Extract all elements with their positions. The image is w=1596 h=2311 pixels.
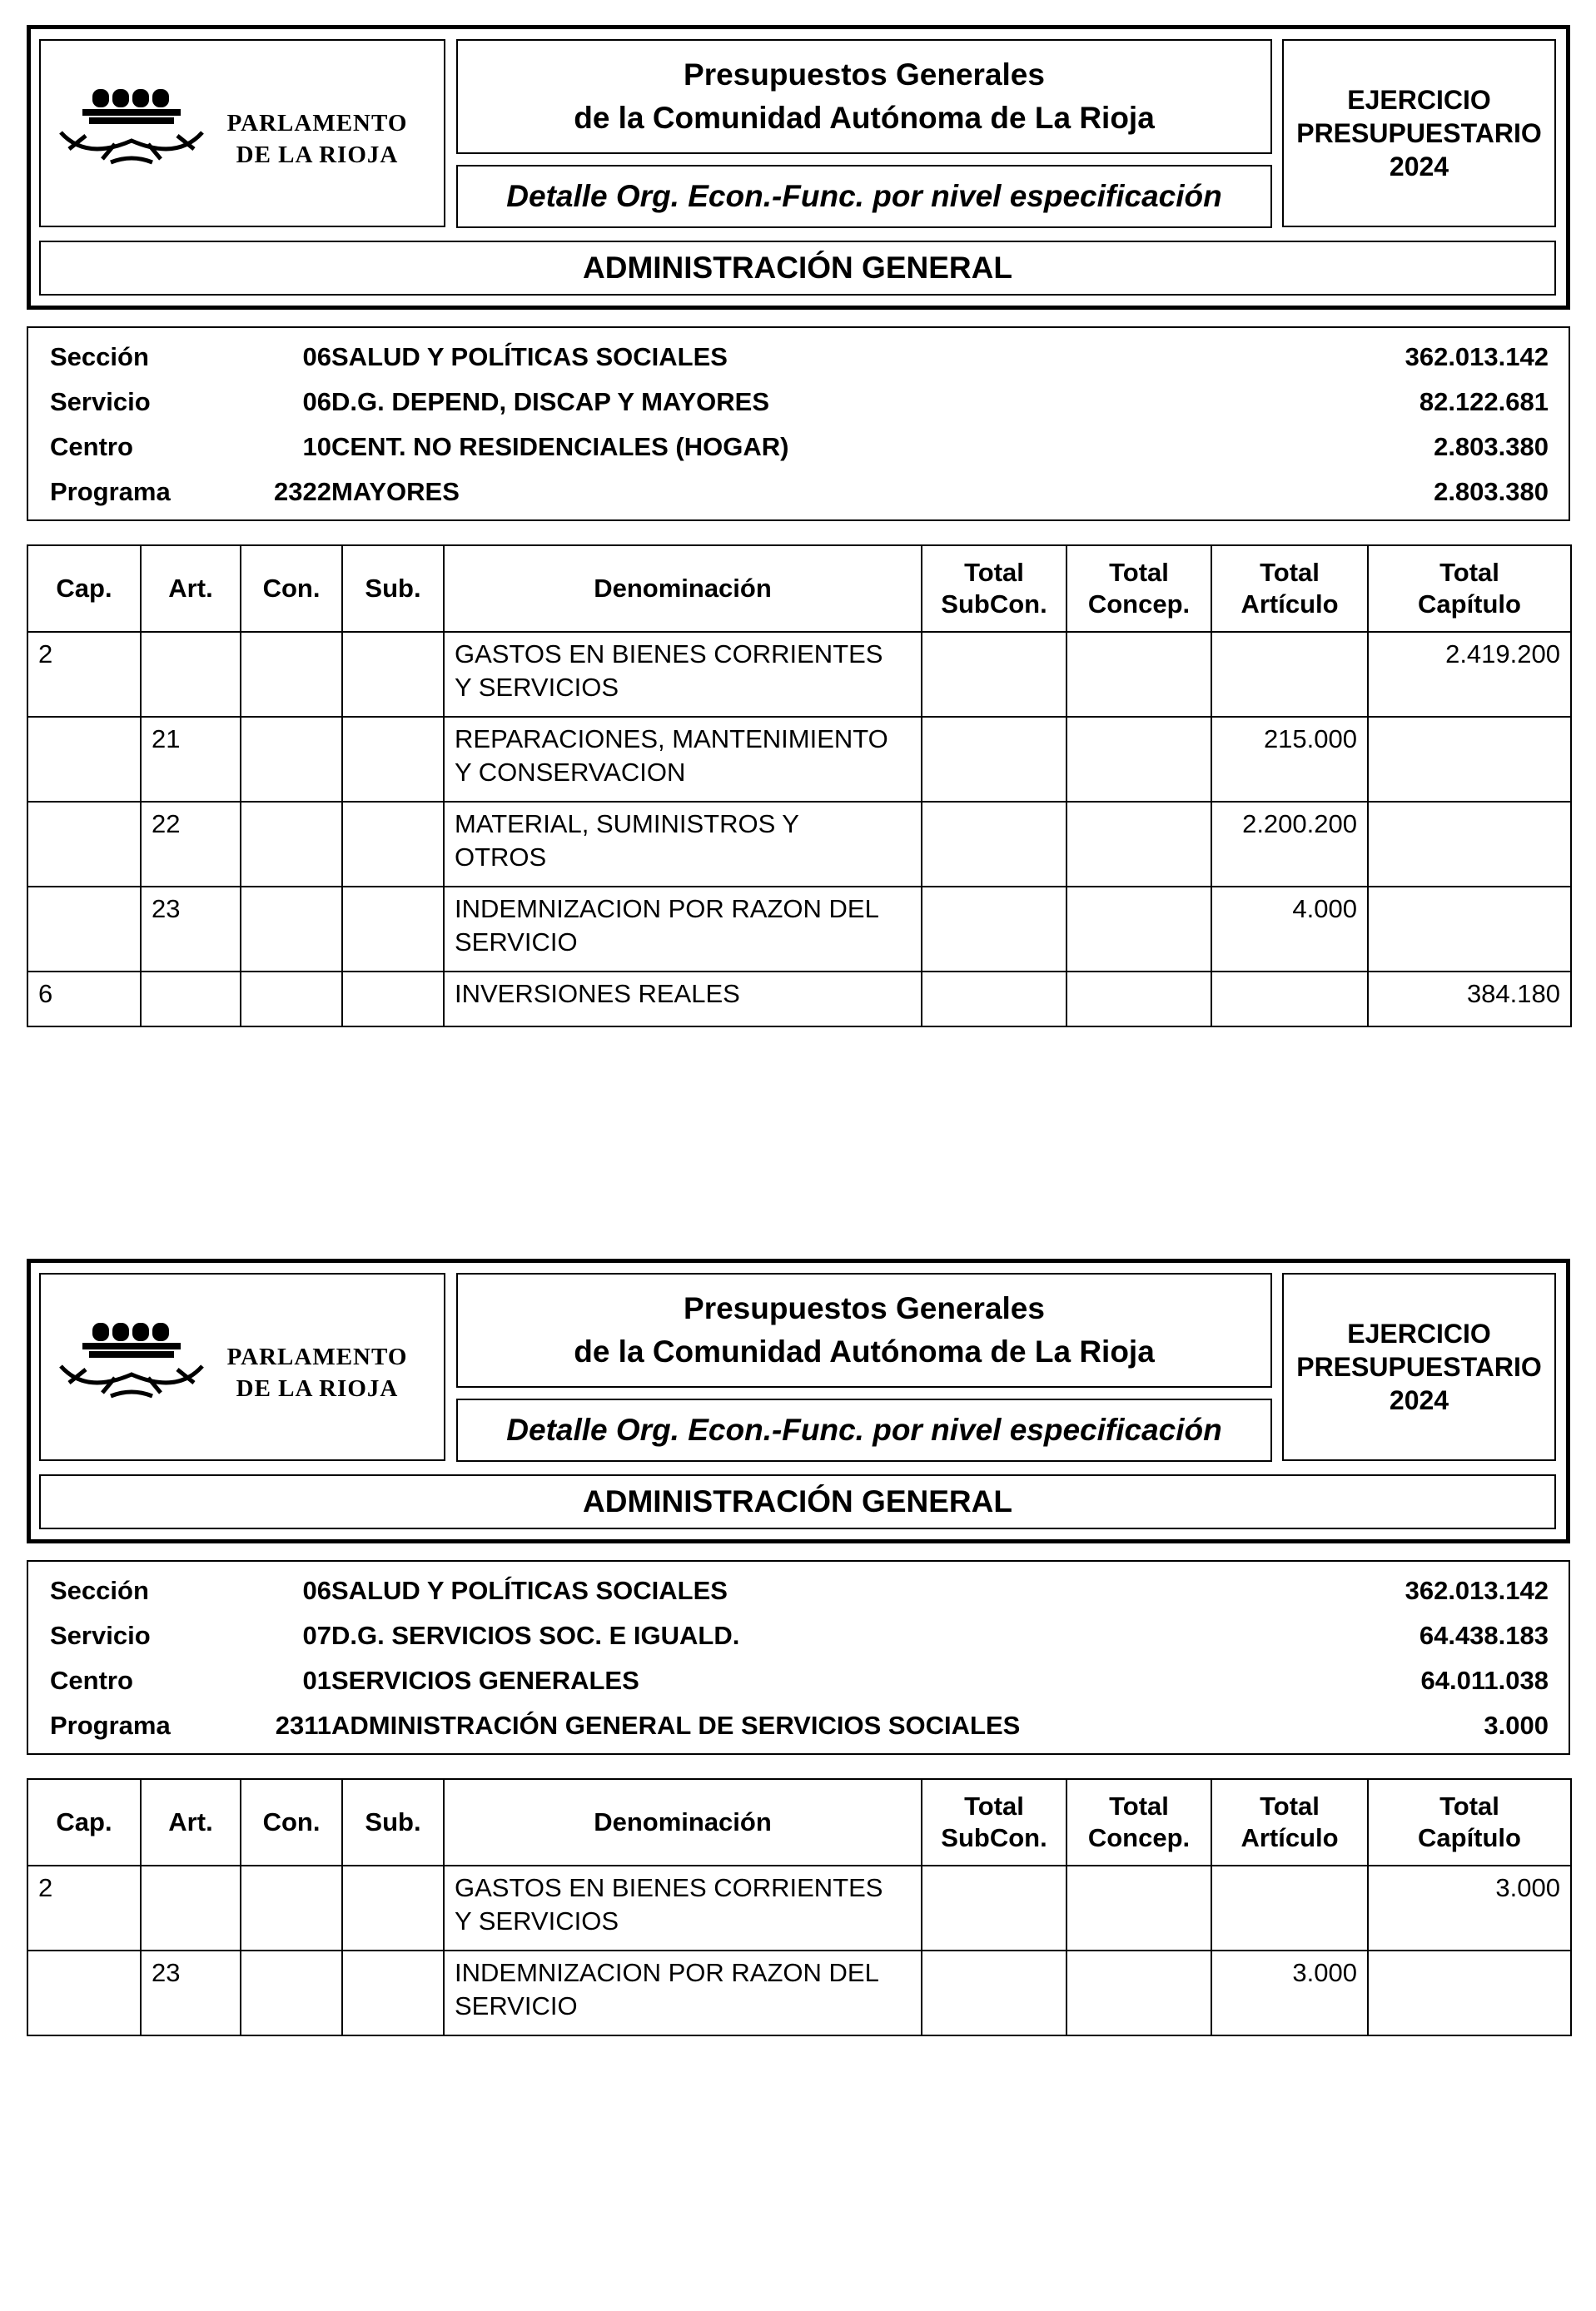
cell-total-subcon: [922, 887, 1066, 972]
title-line-1: Presupuestos Generales: [684, 57, 1045, 92]
cell-cap: [27, 802, 141, 887]
cell-total-subcon: [922, 632, 1066, 717]
subtitle-box: [456, 1399, 1272, 1462]
cell-total-articulo: 4.000: [1211, 887, 1368, 972]
cell-total-capitulo: 2.419.200: [1368, 632, 1571, 717]
logo-line-2: DE LA RIOJA: [236, 142, 399, 168]
header-cap: Cap.: [27, 545, 141, 632]
cell-total-concep: [1066, 1951, 1211, 2035]
header-total-capitulo: Total Capítulo: [1368, 1779, 1571, 1866]
table-row: [27, 887, 1571, 972]
header-sub: Sub.: [342, 1779, 444, 1866]
cell-art: 23: [141, 887, 241, 972]
table-header-row: [27, 1779, 1571, 1866]
header-con: Con.: [241, 1779, 342, 1866]
cell-con: [241, 1951, 342, 2035]
table-header-row: [27, 545, 1571, 632]
header-total-concep: Total Concep.: [1066, 545, 1211, 632]
cell-total-capitulo: 3.000: [1368, 1866, 1571, 1951]
cell-art: [141, 972, 241, 1026]
info-row-programa: [28, 470, 1569, 514]
info-label: Centro: [50, 432, 133, 461]
header-total-capitulo: Total Capítulo: [1368, 545, 1571, 632]
info-name: SALUD Y POLÍTICAS SOCIALES: [331, 1576, 728, 1605]
header-total-articulo: Total Artículo: [1211, 1779, 1368, 1866]
subtitle: Detalle Org. Econ.-Func. por nivel especificación: [506, 1413, 1222, 1447]
header-total-concep: Total Concep.: [1066, 1779, 1211, 1866]
cell-sub: [342, 1951, 444, 2035]
cell-con: [241, 802, 342, 887]
ejercicio-year: 2024: [1389, 152, 1449, 181]
cell-total-subcon: [922, 1951, 1066, 2035]
logo-box: [39, 39, 445, 227]
cell-total-concep: [1066, 717, 1211, 802]
cell-sub: [342, 802, 444, 887]
cell-total-capitulo: [1368, 717, 1571, 802]
title-box: [456, 39, 1272, 154]
header-denominacion: Denominación: [444, 1779, 922, 1866]
cell-total-subcon: [922, 1866, 1066, 1951]
header-con: Con.: [241, 545, 342, 632]
cell-con: [241, 632, 342, 717]
info-label: Sección: [50, 342, 149, 371]
cell-cap: 2: [27, 1866, 141, 1951]
table-row: [27, 802, 1571, 887]
info-label: Servicio: [50, 387, 151, 416]
table-row: [27, 972, 1571, 1026]
cell-total-capitulo: [1368, 802, 1571, 887]
header-art: Art.: [141, 545, 241, 632]
info-amount: 64.438.183: [1419, 1621, 1549, 1650]
ejercicio-line-1: EJERCICIO: [1347, 85, 1491, 115]
cell-total-articulo: [1211, 1866, 1368, 1951]
cell-cap: [27, 887, 141, 972]
header-sub: Sub.: [342, 545, 444, 632]
sheet-header: [27, 1259, 1570, 1543]
cell-total-capitulo: 384.180: [1368, 972, 1571, 1026]
cell-total-concep: [1066, 972, 1211, 1026]
table-row: [27, 632, 1571, 717]
ejercicio-year: 2024: [1389, 1385, 1449, 1415]
cell-total-subcon: [922, 972, 1066, 1026]
header-total-articulo: Total Artículo: [1211, 545, 1368, 632]
cell-sub: [342, 887, 444, 972]
title-line-1: Presupuestos Generales: [684, 1291, 1045, 1325]
info-label: Centro: [50, 1666, 133, 1695]
info-name: D.G. SERVICIOS SOC. E IGUALD.: [331, 1621, 740, 1650]
header-denominacion: Denominación: [444, 545, 922, 632]
info-code: 06: [302, 387, 331, 416]
section-title: ADMINISTRACIÓN GENERAL: [583, 251, 1012, 285]
info-amount: 82.122.681: [1419, 387, 1549, 416]
cell-sub: [342, 972, 444, 1026]
logo-text: [217, 1341, 417, 1404]
budget-table: [27, 1778, 1572, 2036]
info-amount: 64.011.038: [1420, 1666, 1549, 1695]
ejercicio-line-2: PRESUPUESTARIO: [1296, 118, 1542, 148]
cell-total-capitulo: [1368, 1951, 1571, 2035]
header-total-subcon: Total SubCon.: [922, 1779, 1066, 1866]
info-row-seccion: [28, 335, 1569, 380]
info-name: MAYORES: [331, 477, 460, 506]
info-row-servicio: [28, 380, 1569, 425]
subtitle: Detalle Org. Econ.-Func. por nivel especificación: [506, 179, 1222, 213]
info-row-programa: [28, 1703, 1569, 1748]
info-label: Programa: [50, 477, 171, 506]
cell-denominacion: MATERIAL, SUMINISTROS Y OTROS: [444, 802, 922, 887]
cell-denominacion: INVERSIONES REALES: [444, 972, 922, 1026]
info-row-centro: [28, 425, 1569, 470]
cell-art: 21: [141, 717, 241, 802]
cell-cap: 2: [27, 632, 141, 717]
logo-line-1: PARLAMENTO: [226, 1344, 408, 1370]
header-total-subcon: Total SubCon.: [922, 545, 1066, 632]
logo-line-2: DE LA RIOJA: [236, 1375, 399, 1402]
cell-art: 23: [141, 1951, 241, 2035]
info-name: CENT. NO RESIDENCIALES (HOGAR): [331, 432, 789, 461]
table-row: [27, 1951, 1571, 2035]
cell-con: [241, 717, 342, 802]
ejercicio-box: [1282, 39, 1556, 227]
info-code: 10: [302, 432, 331, 461]
cell-total-subcon: [922, 802, 1066, 887]
logo-box: [39, 1273, 445, 1461]
cell-art: [141, 1866, 241, 1951]
cell-total-concep: [1066, 1866, 1211, 1951]
info-label: Programa: [50, 1711, 171, 1740]
cell-total-subcon: [922, 717, 1066, 802]
ejercicio-line-1: EJERCICIO: [1347, 1319, 1491, 1349]
title-line-2: de la Comunidad Autónoma de La Rioja: [574, 101, 1155, 135]
info-row-centro: [28, 1658, 1569, 1703]
info-amount: 2.803.380: [1434, 432, 1549, 461]
info-amount: 362.013.142: [1405, 342, 1549, 371]
section-title: ADMINISTRACIÓN GENERAL: [583, 1484, 1012, 1518]
cell-total-concep: [1066, 802, 1211, 887]
title-line-2: de la Comunidad Autónoma de La Rioja: [574, 1334, 1155, 1369]
cell-denominacion: REPARACIONES, MANTENIMIENTO Y CONSERVACION: [444, 717, 922, 802]
cell-con: [241, 972, 342, 1026]
info-box: [27, 326, 1570, 521]
section-title-box: [39, 241, 1556, 296]
cell-sub: [342, 632, 444, 717]
header-art: Art.: [141, 1779, 241, 1866]
info-name: SALUD Y POLÍTICAS SOCIALES: [331, 342, 728, 371]
info-label: Sección: [50, 1576, 149, 1605]
cell-con: [241, 1866, 342, 1951]
cell-denominacion: INDEMNIZACION POR RAZON DEL SERVICIO: [444, 887, 922, 972]
cell-cap: [27, 1951, 141, 2035]
cell-total-articulo: 2.200.200: [1211, 802, 1368, 887]
cell-total-concep: [1066, 632, 1211, 717]
budget-table: [27, 544, 1572, 1027]
ejercicio-box: [1282, 1273, 1556, 1461]
info-code: 2311: [275, 1711, 331, 1740]
cell-total-articulo: 3.000: [1211, 1951, 1368, 2035]
header-cap: Cap.: [27, 1779, 141, 1866]
info-name: SERVICIOS GENERALES: [331, 1666, 639, 1695]
cell-sub: [342, 717, 444, 802]
info-label: Servicio: [50, 1621, 151, 1650]
info-code: 01: [302, 1666, 331, 1695]
info-code: 06: [302, 342, 331, 371]
table-row: [27, 1866, 1571, 1951]
cell-art: 22: [141, 802, 241, 887]
cell-total-concep: [1066, 887, 1211, 972]
cell-con: [241, 887, 342, 972]
info-code: 06: [302, 1576, 331, 1605]
info-amount: 3.000: [1484, 1711, 1549, 1740]
title-box: [456, 1273, 1272, 1388]
cell-art: [141, 632, 241, 717]
parliament-logo-icon: [52, 1318, 211, 1409]
cell-cap: [27, 717, 141, 802]
info-amount: 362.013.142: [1405, 1576, 1549, 1605]
sheet-header: [27, 25, 1570, 310]
cell-denominacion: GASTOS EN BIENES CORRIENTES Y SERVICIOS: [444, 1866, 922, 1951]
cell-total-articulo: 215.000: [1211, 717, 1368, 802]
logo-text: [217, 107, 417, 171]
cell-cap: 6: [27, 972, 141, 1026]
info-box: [27, 1560, 1570, 1755]
info-code: 07: [302, 1621, 331, 1650]
logo-line-1: PARLAMENTO: [226, 110, 408, 137]
section-title-box: [39, 1474, 1556, 1529]
cell-denominacion: GASTOS EN BIENES CORRIENTES Y SERVICIOS: [444, 632, 922, 717]
cell-total-capitulo: [1368, 887, 1571, 972]
ejercicio-line-2: PRESUPUESTARIO: [1296, 1352, 1542, 1382]
info-row-seccion: [28, 1568, 1569, 1613]
cell-denominacion: INDEMNIZACION POR RAZON DEL SERVICIO: [444, 1951, 922, 2035]
info-name: ADMINISTRACIÓN GENERAL DE SERVICIOS SOCIALES: [331, 1711, 1021, 1740]
table-row: [27, 717, 1571, 802]
info-code: 2322: [274, 477, 331, 506]
parliament-logo-icon: [52, 84, 211, 176]
cell-total-articulo: [1211, 972, 1368, 1026]
subtitle-box: [456, 165, 1272, 228]
cell-total-articulo: [1211, 632, 1368, 717]
info-amount: 2.803.380: [1434, 477, 1549, 506]
info-name: D.G. DEPEND, DISCAP Y MAYORES: [331, 387, 770, 416]
cell-sub: [342, 1866, 444, 1951]
info-row-servicio: [28, 1613, 1569, 1658]
